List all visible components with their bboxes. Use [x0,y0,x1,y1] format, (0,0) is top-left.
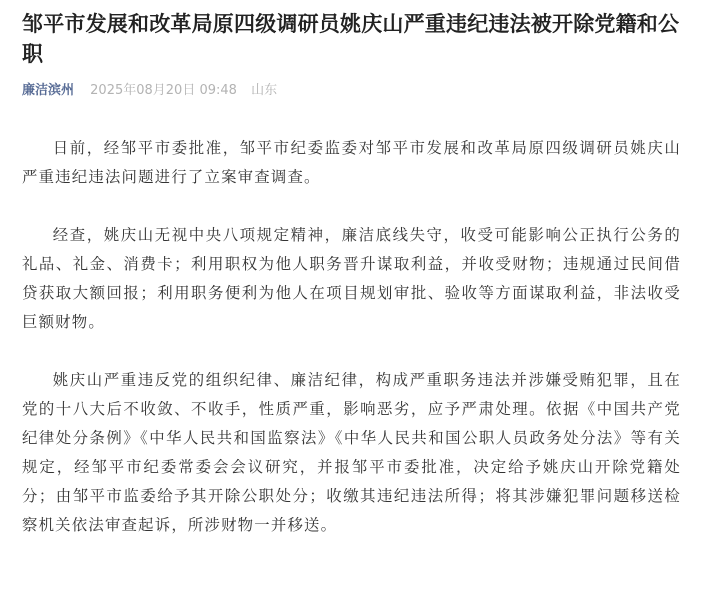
publish-time: 2025年08月20日 09:48 [90,83,237,98]
paragraph-2: 经查，姚庆山无视中央八项规定精神，廉洁底线失守，收受可能影响公正执行公务的礼品、礼金、消费卡；利用职权为他人职务晋升谋取利益，并收受财物；违规通过民间借贷获取大额回报；利用职务便利为他人在项目规划审批、验收等方面谋取利益，非法收受巨额财物。 [22,226,681,331]
article-body [22,134,687,540]
article-title: 邹平市发展和改革局原四级调研员姚庆山严重违纪违法被开除党籍和公职 [22,12,680,66]
article-meta [22,82,687,100]
source-account-link[interactable]: 廉洁滨州 [22,83,75,98]
paragraph-1: 日前，经邹平市委批准，邹平市纪委监委对邹平市发展和改革局原四级调研员姚庆山严重违纪违法问题进行了立案审查调查。 [22,139,681,186]
paragraph-3: 姚庆山严重违反党的组织纪律、廉洁纪律，构成严重职务违法并涉嫌受贿犯罪，且在党的十八大后不收敛、不收手，性质严重，影响恶劣，应予严肃处理。依据《中国共产党纪律处分条例》《中华人民共和国监察法》《中华人民共和国公职人员政务处分法》等有关规定，经邹平市纪委常委会会议研究，并报邹平市委批准，决定给予姚庆山开除党籍处分；由邹平市监委给予其开除公职处分；收缴其违纪违法所得；将其涉嫌犯罪问题移送检察机关依法审查起诉，所涉财物一并移送。 [22,371,681,534]
publish-location: 山东 [251,83,278,98]
